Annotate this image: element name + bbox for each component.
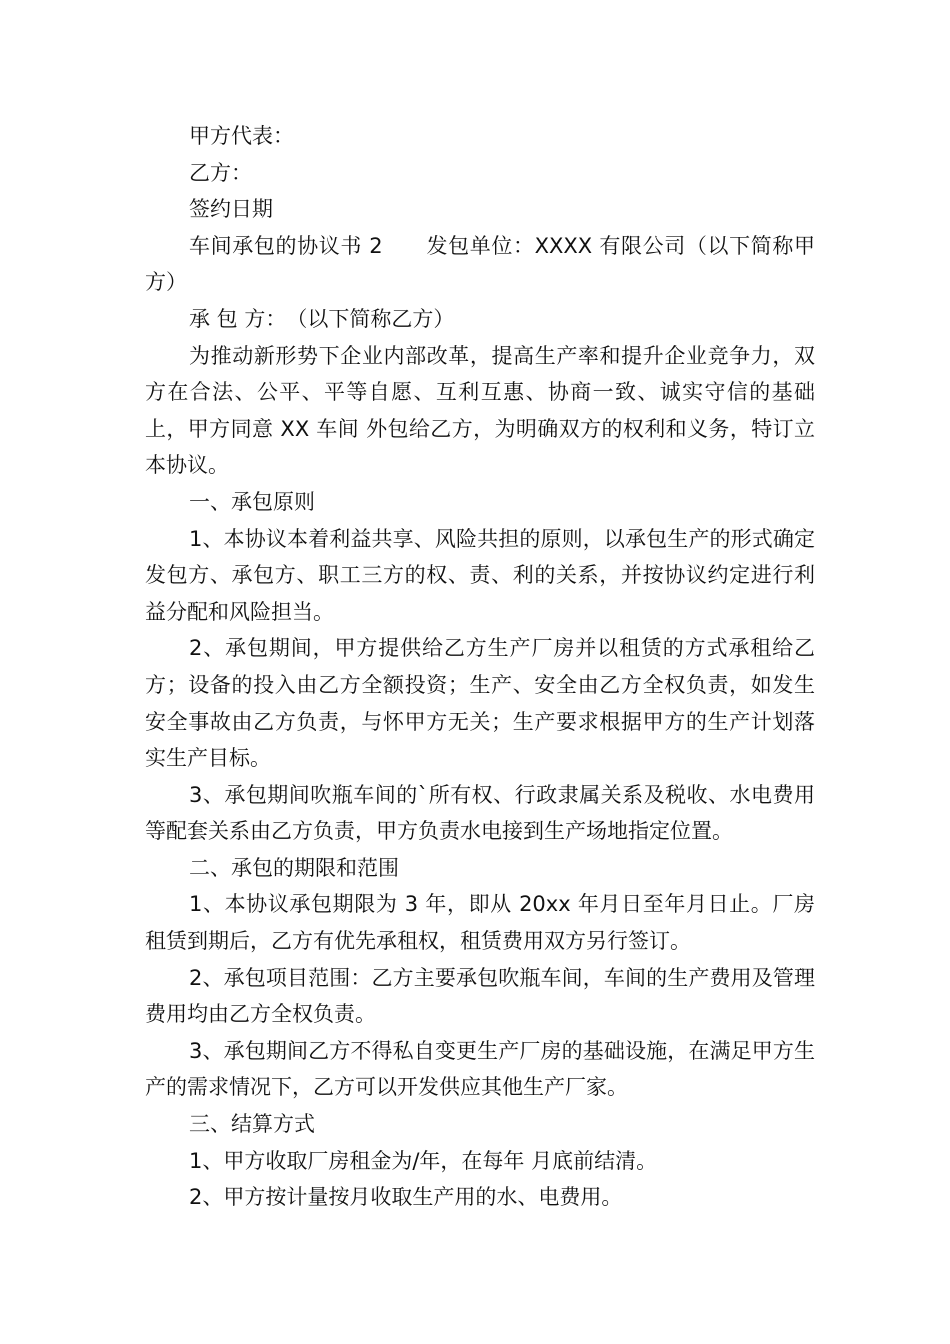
section-heading-principles: 一、承包原则: [189, 489, 315, 514]
party-b-line: 乙方：: [189, 160, 252, 185]
document-page: [145, 118, 815, 1216]
preamble-paragraph: 为推动新形势下企业内部改革，提高生产率和提升企业竞争力，双方在合法、公平、平等自愿、互利互惠、协商一致、诚实守信的基础上，甲方同意 XX 车间 外包给乙方，为明确双方的权利和义务，特订立本协议。: [145, 343, 815, 478]
signatory-representative-line: 甲方代表：: [189, 124, 294, 148]
clause-1-1: 1、本协议本着利益共享、风险共担的原则，以承包生产的形式确定发包方、承包方、职工三方的权、责、利的关系，并按协议约定进行利益分配和风险担当。: [145, 526, 815, 624]
clause-3-2: 2、甲方按计量按月收取生产用的水、电费用。: [189, 1185, 623, 1210]
clause-2-3: 3、承包期间乙方不得私自变更生产厂房的基础设施，在满足甲方生产的需求情况下，乙方可以开发供应其他生产厂家。: [145, 1038, 815, 1100]
section-heading-settlement: 三、结算方式: [189, 1112, 315, 1137]
contractee-line: 承 包 方： （以下简称乙方）: [189, 306, 455, 331]
clause-1-3: 3、承包期间吹瓶车间的`所有权、行政隶属关系及税收、水电费用等配套关系由乙方负责，甲方负责水电接到生产场地指定位置。: [145, 782, 815, 844]
agreement-title-and-contractor: 车间承包的协议书 2 发包单位：XXXX 有限公司（以下简称甲方）: [145, 233, 815, 295]
clause-2-1: 1、本协议承包期限为 3 年，即从 20xx 年月日至年月日止。厂房租赁到期后，乙方有优先承租权，租赁费用双方另行签订。: [145, 892, 815, 954]
section-heading-term-scope: 二、承包的期限和范围: [189, 855, 399, 880]
clause-1-2: 2、承包期间，甲方提供给乙方生产厂房并以租赁的方式承租给乙方；设备的投入由乙方全额投资；生产、安全由乙方全权负责，如发生安全事故由乙方负责，与怀甲方无关；生产要求根据甲方的生产计划落实生产目标。: [145, 636, 815, 771]
clause-3-1: 1、甲方收取厂房租金为/年，在每年 月底前结清。: [189, 1148, 658, 1173]
signing-date-line: 签约日期: [189, 197, 273, 222]
clause-2-2: 2、承包项目范围：乙方主要承包吹瓶车间，车间的生产费用及管理费用均由乙方全权负责。: [145, 965, 815, 1027]
